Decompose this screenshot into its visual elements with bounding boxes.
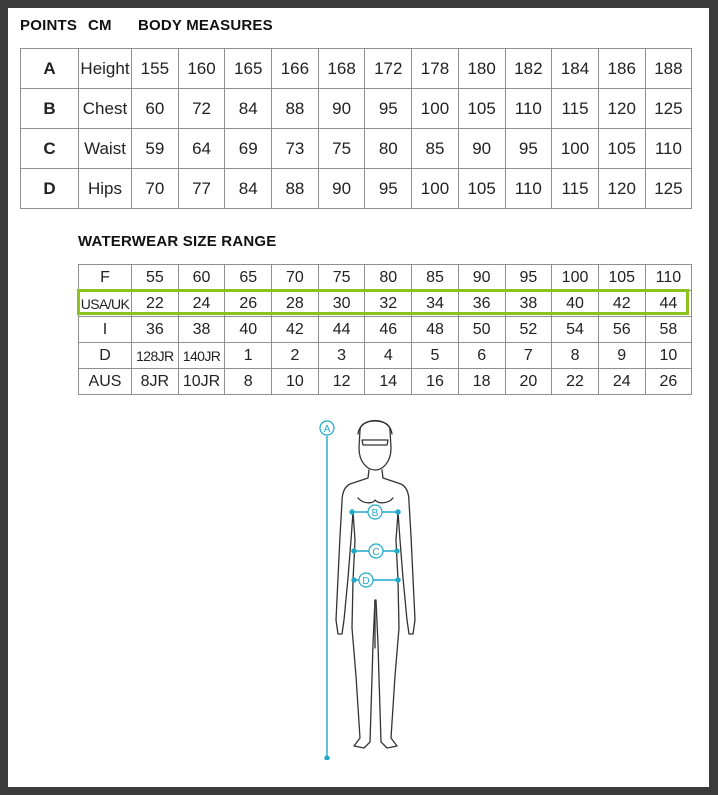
marker-c [369, 544, 383, 558]
table-cell: 22 [552, 369, 599, 395]
table-cell: 95 [365, 169, 412, 209]
table-row [79, 317, 692, 343]
table-cell: 40 [225, 317, 272, 343]
body-measurement-figure [298, 408, 438, 760]
table-cell: 56 [598, 317, 645, 343]
table-cell: 70 [272, 265, 319, 291]
table-cell: 110 [645, 265, 692, 291]
table-cell: 50 [458, 317, 505, 343]
table-cell: 188 [645, 49, 692, 89]
table-cell: 128JR [132, 343, 179, 369]
table-cell: 38 [505, 291, 552, 317]
marker-d [359, 573, 373, 587]
measure-label: Waist [79, 129, 132, 169]
table-cell: 100 [412, 89, 459, 129]
table-cell: 10 [272, 369, 319, 395]
point-label: D [21, 169, 79, 209]
size-system-label: I [79, 317, 132, 343]
heading-points: POINTS [20, 17, 78, 34]
table-cell: 69 [225, 129, 272, 169]
table-cell: 9 [598, 343, 645, 369]
marker-b-label: B [371, 508, 379, 519]
table-cell: 26 [225, 291, 272, 317]
table-cell: 110 [645, 129, 692, 169]
table-cell: 182 [505, 49, 552, 89]
table-cell: 95 [505, 129, 552, 169]
table-cell: 52 [505, 317, 552, 343]
table-cell: 166 [272, 49, 319, 89]
table-cell: 120 [598, 169, 645, 209]
table-cell: 8JR [132, 369, 179, 395]
table-cell: 115 [552, 169, 599, 209]
table-cell: 172 [365, 49, 412, 89]
table-cell: 54 [552, 317, 599, 343]
table-cell: 60 [178, 265, 225, 291]
table-row [79, 369, 692, 395]
size-system-label: AUS [79, 369, 132, 395]
table-cell: 110 [505, 169, 552, 209]
table-cell: 42 [272, 317, 319, 343]
table-cell: 105 [598, 129, 645, 169]
table-row [79, 343, 692, 369]
table-cell: 8 [225, 369, 272, 395]
table-cell: 88 [272, 89, 319, 129]
table-cell: 16 [412, 369, 459, 395]
table-cell: 36 [132, 317, 179, 343]
table-cell: 90 [318, 89, 365, 129]
table-cell: 186 [598, 49, 645, 89]
table-cell: 90 [318, 169, 365, 209]
measurement-guides [325, 436, 400, 760]
table-cell: 160 [178, 49, 225, 89]
table-row [21, 89, 692, 129]
table-cell: 26 [645, 369, 692, 395]
marker-d-label: D [362, 576, 370, 587]
waterwear-size-table [78, 264, 692, 395]
measure-label: Chest [79, 89, 132, 129]
table-cell: 184 [552, 49, 599, 89]
table-cell: 100 [552, 129, 599, 169]
point-label: B [21, 89, 79, 129]
table-cell: 10 [645, 343, 692, 369]
table-cell: 80 [365, 129, 412, 169]
table-cell: 85 [412, 265, 459, 291]
measure-label: Hips [79, 169, 132, 209]
table-cell: 75 [318, 129, 365, 169]
table-cell: 5 [412, 343, 459, 369]
marker-a-label: A [323, 424, 331, 435]
table-cell: 14 [365, 369, 412, 395]
table-cell: 85 [412, 129, 459, 169]
table-cell: 12 [318, 369, 365, 395]
marker-c-label: C [372, 547, 380, 558]
table-cell: 20 [505, 369, 552, 395]
table-cell: 88 [272, 169, 319, 209]
point-label: C [21, 129, 79, 169]
body-measures-table [20, 48, 692, 209]
table-row [79, 265, 692, 291]
table-cell: 155 [132, 49, 179, 89]
table-cell: 100 [552, 265, 599, 291]
table-cell: 120 [598, 89, 645, 129]
table-cell: 36 [458, 291, 505, 317]
table-cell: 105 [458, 89, 505, 129]
heading-waterwear-size-range: WATERWEAR SIZE RANGE [78, 233, 277, 250]
table-cell: 40 [552, 291, 599, 317]
table-cell: 60 [132, 89, 179, 129]
table-cell: 44 [318, 317, 365, 343]
table-cell: 84 [225, 169, 272, 209]
table-cell: 30 [318, 291, 365, 317]
size-system-label: USA/UK [79, 291, 132, 317]
table-cell: 70 [132, 169, 179, 209]
table-cell: 6 [458, 343, 505, 369]
table-cell: 42 [598, 291, 645, 317]
measure-label: Height [79, 49, 132, 89]
table-cell: 64 [178, 129, 225, 169]
heading-body-measures: BODY MEASURES [138, 17, 273, 34]
table-cell: 38 [178, 317, 225, 343]
size-chart-page [8, 8, 709, 787]
table-row [21, 169, 692, 209]
table-cell: 80 [365, 265, 412, 291]
table-cell: 100 [412, 169, 459, 209]
heading-unit: CM [88, 17, 112, 34]
table-cell: 59 [132, 129, 179, 169]
table-cell: 77 [178, 169, 225, 209]
table-cell: 4 [365, 343, 412, 369]
table-cell: 44 [645, 291, 692, 317]
table-cell: 58 [645, 317, 692, 343]
table-cell: 65 [225, 265, 272, 291]
table-cell: 18 [458, 369, 505, 395]
table-cell: 2 [272, 343, 319, 369]
table-cell: 95 [505, 265, 552, 291]
marker-b [368, 505, 382, 519]
table-cell: 125 [645, 169, 692, 209]
marker-a [320, 421, 334, 435]
table-cell: 55 [132, 265, 179, 291]
usa-uk-row-highlight [77, 289, 689, 315]
table-cell: 32 [365, 291, 412, 317]
table-cell: 28 [272, 291, 319, 317]
table-row [21, 49, 692, 89]
table-cell: 140JR [178, 343, 225, 369]
table-cell: 168 [318, 49, 365, 89]
table-cell: 110 [505, 89, 552, 129]
table-cell: 95 [365, 89, 412, 129]
point-label: A [21, 49, 79, 89]
table-cell: 180 [458, 49, 505, 89]
table-cell: 34 [412, 291, 459, 317]
table-cell: 90 [458, 129, 505, 169]
table-cell: 46 [365, 317, 412, 343]
table-cell: 24 [178, 291, 225, 317]
table-row [21, 129, 692, 169]
swimmer-outline-icon [336, 421, 415, 749]
table-cell: 8 [552, 343, 599, 369]
size-system-label: D [79, 343, 132, 369]
table-cell: 105 [598, 265, 645, 291]
table-cell: 73 [272, 129, 319, 169]
table-cell: 90 [458, 265, 505, 291]
table-cell: 3 [318, 343, 365, 369]
table-cell: 105 [458, 169, 505, 209]
table-cell: 10JR [178, 369, 225, 395]
table-cell: 22 [132, 291, 179, 317]
table-cell: 72 [178, 89, 225, 129]
table-cell: 125 [645, 89, 692, 129]
table-cell: 75 [318, 265, 365, 291]
size-system-label: F [79, 265, 132, 291]
table-cell: 115 [552, 89, 599, 129]
table-cell: 84 [225, 89, 272, 129]
table-cell: 1 [225, 343, 272, 369]
table-cell: 178 [412, 49, 459, 89]
table-cell: 165 [225, 49, 272, 89]
table-cell: 24 [598, 369, 645, 395]
table-cell: 7 [505, 343, 552, 369]
table-cell: 48 [412, 317, 459, 343]
